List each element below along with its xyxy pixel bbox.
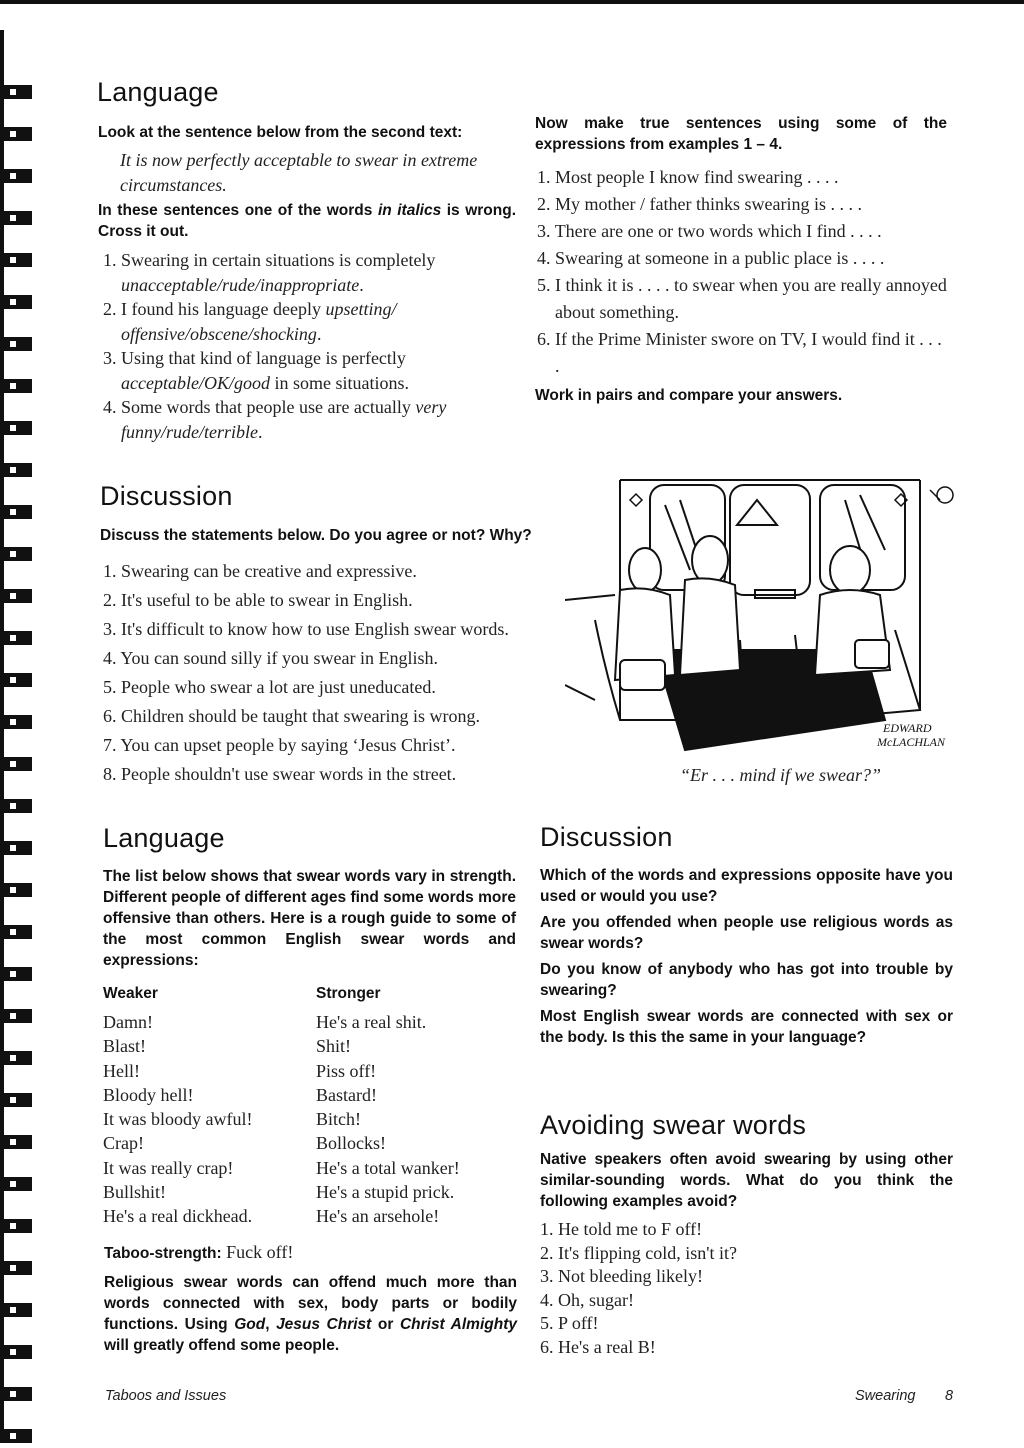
discussion-instruction: Discuss the statements below. Do you agree or not? Why?	[100, 527, 532, 544]
binding-ring	[0, 799, 32, 813]
binding-ring	[0, 1009, 32, 1023]
list-item: 1. Swearing in certain situations is completely unacceptable/rude/inappropriate.	[103, 250, 436, 295]
binding-ring	[0, 379, 32, 393]
list-item: It was really crap!	[103, 1157, 234, 1178]
binding-ring	[0, 883, 32, 897]
top-rule	[0, 0, 1024, 4]
spiral-binding	[0, 30, 42, 1435]
binding-ring	[0, 925, 32, 939]
binding-ring	[0, 505, 32, 519]
list-item: Damn!	[103, 1012, 153, 1032]
binding-ring	[0, 841, 32, 855]
example-quote: It is now perfectly acceptable to swear in extreme circumstances.	[120, 150, 478, 195]
binding-ring	[0, 631, 32, 645]
list-item: 2. My mother / father thinks swearing is . . . .	[537, 194, 862, 214]
train-cartoon-illustration	[565, 470, 975, 765]
discussion-2-heading: Discussion	[540, 822, 673, 852]
avoiding-swear-words-heading: Avoiding swear words	[540, 1110, 807, 1140]
binding-ring	[0, 1429, 32, 1443]
list-item: Blast!	[103, 1036, 146, 1057]
avoiding-instruction: Native speakers often avoid swearing by using other similar-sounding words. What do you think the following examples avoid?	[540, 1151, 953, 1210]
avoiding-examples-list	[540, 1218, 940, 1359]
list-item: 6. Children should be taught that swearing is wrong.	[103, 706, 480, 726]
binding-ring	[0, 1135, 32, 1149]
binding-ring	[0, 1051, 32, 1065]
footer-unit-title: Swearing	[855, 1388, 916, 1404]
italics-list	[103, 248, 503, 444]
binding-ring	[0, 1177, 32, 1191]
list-item: 5. I think it is . . . . to swear when you are really annoyed about something.	[537, 275, 947, 322]
binding-ring	[0, 1219, 32, 1233]
list-item: Bullshit!	[103, 1182, 167, 1203]
binding-ring	[0, 295, 32, 309]
list-item: He's a real shit.	[316, 1012, 427, 1032]
footer-book-title: Taboos and Issues	[105, 1388, 227, 1404]
list-item: 3. There are one or two words which I find . . . .	[537, 221, 882, 241]
binding-ring	[0, 127, 32, 141]
list-item: Bastard!	[316, 1084, 377, 1105]
list-item: 4. Some words that people use are actually very funny/rude/terrible.	[103, 397, 447, 442]
list-item: He's a stupid prick.	[316, 1182, 455, 1203]
binding-ring	[0, 337, 32, 351]
list-item: Shit!	[316, 1036, 352, 1057]
binding-ring	[0, 253, 32, 267]
binding-ring	[0, 589, 32, 603]
weaker-column	[103, 983, 252, 1229]
taboo-strength-line: Taboo-strength: Fuck off!	[104, 1242, 294, 1262]
binding-ring	[0, 211, 32, 225]
cross-out-instruction: In these sentences one of the words in italics is wrong. Cross it out.	[98, 202, 517, 240]
language-intro: Look at the sentence below from the second text:	[98, 124, 463, 141]
list-item: It was bloody awful!	[103, 1109, 253, 1130]
discussion-heading: Discussion	[100, 481, 233, 511]
binding-ring	[0, 421, 32, 435]
religious-note: Religious swear words can offend much more than words connected with sex, body parts or bodily functions. Using God, Jesus Christ or Christ Almighty will greatly offend some people.	[104, 1274, 517, 1354]
list-item: 5. P off!	[540, 1313, 599, 1333]
binding-ring	[0, 463, 32, 477]
sentences-list	[537, 164, 947, 380]
language-2-heading: Language	[103, 823, 225, 853]
binding-ring	[0, 1387, 32, 1401]
cartoon-signature: EDWARD McLACHLAN	[877, 721, 946, 749]
binding-ring	[0, 85, 32, 99]
list-item: 1. Swearing can be creative and expressive.	[103, 561, 417, 581]
question: Do you know of anybody who has got into trouble by swearing?	[540, 961, 953, 999]
binding-ring	[0, 1261, 32, 1275]
statements-list	[103, 557, 573, 789]
list-item: 3. Not bleeding likely!	[540, 1266, 703, 1286]
list-item: 5. People who swear a lot are just uneducated.	[103, 677, 436, 697]
cartoon-caption: “Er . . . mind if we swear?”	[680, 765, 882, 785]
question: Are you offended when people use religious words as swear words?	[540, 914, 953, 952]
swear-strength-intro: The list below shows that swear words vary in strength. Different people of different ages find some words more offensive than others. Here is a rough guide to some of the most common English swear words and expressions:	[103, 868, 516, 969]
language-heading: Language	[97, 77, 219, 107]
list-item: 7. You can upset people by saying ‘Jesus Christ’.	[103, 735, 456, 755]
sentences-instruction: Now make true sentences using some of the expressions from examples 1 – 4.	[535, 115, 947, 153]
list-item: 3. It's difficult to know how to use English swear words.	[103, 619, 509, 639]
discussion-questions	[540, 865, 953, 1048]
list-item: Bitch!	[316, 1109, 361, 1130]
list-item: Crap!	[103, 1133, 144, 1154]
list-item: 6. He's a real B!	[540, 1336, 656, 1357]
list-item: 2. I found his language deeply upsetting/ offensive/obscene/shocking.	[103, 299, 397, 344]
list-item: 4. Oh, sugar!	[540, 1289, 634, 1310]
list-item: Piss off!	[316, 1060, 377, 1081]
list-item: 3. Using that kind of language is perfectly acceptable/OK/good in some situations.	[103, 348, 409, 393]
stronger-label: Stronger	[316, 985, 381, 1002]
list-item: Hell!	[103, 1060, 140, 1081]
list-item: Bollocks!	[316, 1133, 386, 1154]
pairs-instruction: Work in pairs and compare your answers.	[535, 387, 843, 404]
question: Which of the words and expressions opposite have you used or would you use?	[540, 867, 953, 905]
binding-ring	[0, 169, 32, 183]
list-item: 8. People shouldn't use swear words in the street.	[103, 764, 457, 784]
list-item: 2. It's flipping cold, isn't it?	[540, 1242, 737, 1263]
list-item: 4. You can sound silly if you swear in English.	[103, 648, 439, 668]
binding-ring	[0, 1345, 32, 1359]
binding-ring	[0, 1093, 32, 1107]
binding-ring	[0, 967, 32, 981]
list-item: 6. If the Prime Minister swore on TV, I would find it . . . .	[537, 329, 942, 376]
list-item: He's a real dickhead.	[103, 1206, 253, 1227]
weaker-label: Weaker	[103, 985, 158, 1002]
list-item: 2. It's useful to be able to swear in English.	[103, 590, 413, 610]
list-item: 1. He told me to F off!	[540, 1219, 703, 1239]
question: Most English swear words are connected with sex or the body. Is this the same in your language?	[540, 1008, 953, 1046]
binding-ring	[0, 1303, 32, 1317]
binding-ring	[0, 547, 32, 561]
binding-ring	[0, 715, 32, 729]
binding-ring	[0, 673, 32, 687]
page-number: 8	[945, 1388, 954, 1404]
list-item: Bloody hell!	[103, 1084, 194, 1105]
list-item: He's an arsehole!	[316, 1206, 440, 1227]
stronger-column	[316, 983, 460, 1229]
list-item: He's a total wanker!	[316, 1157, 460, 1178]
binding-ring	[0, 757, 32, 771]
list-item: 1. Most people I know find swearing . . . .	[537, 167, 839, 187]
list-item: 4. Swearing at someone in a public place is . . . .	[537, 248, 885, 268]
